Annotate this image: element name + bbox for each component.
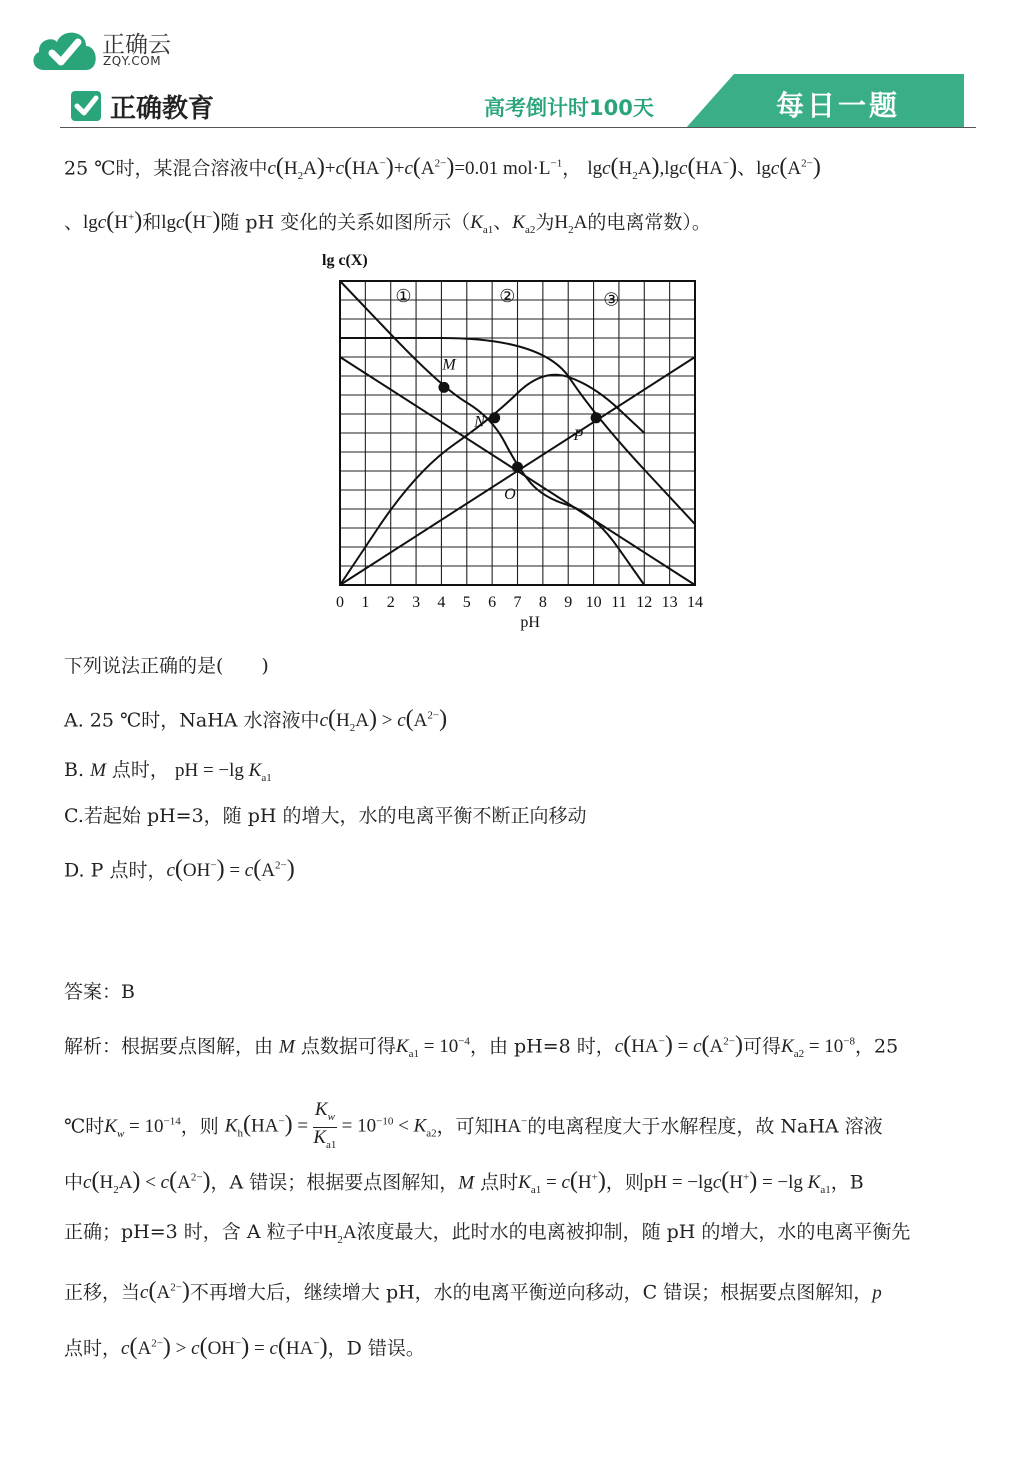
analysis-text: 点数据可得 — [294, 1035, 396, 1058]
formula-total-conc: $c(H_2A)+c(HA^-)+c(A^{2-})=0.01$ $mol\cdot L^{-1}$ — [267, 154, 563, 183]
formula-ha-eq-a: $c(HA^-) = c(A^{2-})$ — [614, 1032, 743, 1059]
x-tick-label: 0 — [336, 594, 344, 611]
x-tick-label: 5 — [462, 594, 471, 611]
option-b-text: B. — [64, 759, 85, 781]
analysis-point-m: M — [279, 1036, 295, 1058]
brand-name: 正确云 — [102, 32, 171, 58]
header-divider — [60, 127, 976, 128]
formula-ka2: $K_{a2} = 10^{-8}$ — [781, 1036, 856, 1061]
point-label: M — [442, 356, 456, 374]
banner-title: 每日一题 — [776, 89, 901, 122]
point-label: N — [474, 413, 485, 431]
formula-ka1: $K_{a1} = 10^{-4}$ — [395, 1036, 470, 1061]
intro-b: 和 — [142, 211, 162, 234]
option-b[interactable] — [64, 756, 272, 792]
point-label: P — [573, 426, 584, 444]
analysis-point-m: M — [458, 1172, 475, 1194]
formula-h2a: $H_2A$ — [554, 212, 588, 237]
intro-d: 为 — [535, 211, 555, 234]
analysis-line-5 — [64, 1274, 882, 1307]
curve-label: ② — [499, 285, 516, 306]
formula-p-point: $c(A^{2-}) > c(OH^-) = c(HA^-)$ — [121, 1334, 328, 1361]
analysis-text: 解析：根据要点图解，由 — [64, 1035, 280, 1058]
x-tick-label: 11 — [611, 594, 627, 611]
analysis-text: ，A 错误；根据要点图解知， — [210, 1171, 459, 1194]
analysis-text: ，B — [830, 1171, 864, 1194]
analysis-text: ，则 — [605, 1171, 644, 1194]
analysis-line-6 — [64, 1330, 425, 1363]
x-tick-label: 8 — [538, 594, 547, 611]
zqy-logo — [30, 22, 190, 78]
analysis-text: 可得 — [742, 1035, 781, 1058]
intro-a: 25 ℃时，某混合溶液中 — [64, 157, 268, 180]
analysis-text: 正确；pH=3 时，含 A 粒子中 — [64, 1221, 324, 1243]
x-axis-label: pH — [520, 614, 540, 631]
point-n — [489, 412, 500, 423]
option-b-point: M — [90, 760, 106, 781]
countdown-text: 高考倒计时100天 — [484, 96, 654, 120]
analysis-text: ，则 — [180, 1115, 219, 1138]
x-tick-label: 12 — [636, 594, 653, 611]
checkbox-icon — [70, 90, 102, 122]
option-d-formula: $c(OH^-) = c(A^{2-})$ — [166, 856, 295, 883]
analysis-text: 浓度最大，此时水的电离被抑制，随 pH 的增大，水的电离平衡先 — [356, 1221, 911, 1243]
formula-c-a: $c(A^{2-})$ — [140, 1278, 190, 1305]
analysis-text: ，由 pH=8 时， — [469, 1035, 615, 1058]
option-a-text: A. 25 ℃时，NaHA 水溶液中 — [64, 709, 320, 732]
curve-label: ③ — [603, 289, 620, 310]
x-tick-label: 10 — [585, 594, 602, 611]
option-b-tail: 点时， — [105, 759, 169, 781]
formula-lg-oh: lgc(H−) — [161, 208, 221, 235]
formula-ka: $K_{a1}$、$K_{a2}$ — [470, 212, 536, 237]
formula-kh: $K_h(HA^-)$ = $\frac{K_w}{K_{a1}}$ = $10^{-10} < K_{a2}$ — [224, 1099, 437, 1151]
question-prompt: 下列说法正确的是( ) — [64, 655, 269, 677]
analysis-text: 正移，当 — [64, 1281, 141, 1304]
formula-lg-h: lgc(H+) — [83, 208, 143, 235]
total-value: 0.01 mol·L — [465, 158, 551, 180]
x-tick-label: 2 — [386, 594, 395, 611]
formula-ph-eq: pH = −lgc(H+) = −lg $K_{a1}$ — [643, 1168, 831, 1197]
point-label: O — [504, 485, 516, 503]
x-tick-label: 1 — [361, 594, 370, 611]
analysis-text: ℃时 — [64, 1115, 105, 1138]
analysis-text: 的电离程度大于水解程度，故 NaHA 溶液 — [527, 1115, 883, 1138]
formula-ka1-eq-h: $K_{a1} = c(H^+)$ — [518, 1168, 606, 1197]
analysis-line-2 — [64, 1100, 883, 1155]
cloud-check-icon — [30, 24, 100, 76]
x-tick-label: 6 — [488, 594, 497, 611]
chart — [320, 244, 720, 634]
option-a[interactable] — [64, 702, 447, 742]
analysis-line-3 — [64, 1164, 864, 1204]
x-tick-label: 3 — [412, 594, 421, 611]
edu-title: 正确教育 — [110, 94, 215, 124]
x-tick-label: 14 — [687, 594, 703, 611]
x-tick-label: 7 — [513, 594, 522, 611]
analysis-text: 中 — [64, 1171, 84, 1194]
option-d[interactable] — [64, 852, 295, 885]
intro-c: 随 pH 变化的关系如图所示（ — [220, 211, 471, 234]
analysis-text: ，可知 — [436, 1115, 494, 1138]
question-line-1: 25 ℃时，某混合溶液中$c(H_2A)+c(HA^-)+c(A^{2-})=0.01$ $mol\cdot L^{-1}$， $\lg c(H_2A),\lg c(HA^-)$、$\lg c(A^{2-})$ — [64, 154, 821, 183]
formula-h2a-lt-a: $c(H_2A) < c(A^{2-})$ — [83, 1168, 211, 1197]
x-tick-label: 4 — [437, 594, 446, 611]
point-o — [512, 462, 523, 473]
formula-lg-list: $\lg c(H_2A),\lg c(HA^-)$、$\lg c(A^{2-})$ — [587, 154, 821, 183]
intro-e: 的电离常数）。 — [587, 211, 711, 234]
question-line-2: 、lgc(H+)和lgc(H−)随 pH 变化的关系如图所示（$K_{a1}$、$K_{a2}$为$H_2A$的电离常数）。 — [64, 208, 711, 237]
answer-label: 答案：B — [64, 981, 135, 1003]
x-tick-label: 9 — [564, 594, 573, 611]
y-axis-label: lg c(X) — [322, 252, 368, 269]
formula-ha: HA− — [493, 1115, 528, 1138]
analysis-text: 点时， — [64, 1337, 122, 1360]
brand-domain: ZQY.COM — [103, 54, 162, 68]
analysis-line-4 — [64, 1218, 910, 1254]
formula-kw: $K_w = 10^{-14}$ — [104, 1115, 181, 1141]
analysis-text: ，25 — [855, 1035, 899, 1058]
analysis-text: 不再增大后，继续增大 pH，水的电离平衡逆向移动，C 错误；根据要点图解知， — [189, 1281, 873, 1304]
analysis-point-p: p — [872, 1282, 882, 1304]
option-b-formula: pH = −lg $K_{a1}$ — [174, 760, 272, 784]
point-m — [438, 382, 449, 393]
option-c[interactable]: C.若起始 pH=3，随 pH 的增大，水的电离平衡不断正向移动 — [64, 805, 587, 827]
option-a-formula: $c(H_2A) > c(A^{2-})$ — [319, 706, 448, 735]
analysis-line-1 — [64, 1028, 898, 1068]
point-p — [591, 412, 602, 423]
formula-h2a: $H_2A$ — [323, 1222, 357, 1246]
option-d-text: D. P 点时， — [64, 859, 167, 882]
curve-label: ① — [395, 285, 412, 306]
analysis-text: 点时 — [474, 1171, 519, 1194]
x-tick-label: 13 — [661, 594, 678, 611]
analysis-text: ，D 错误。 — [327, 1337, 425, 1360]
